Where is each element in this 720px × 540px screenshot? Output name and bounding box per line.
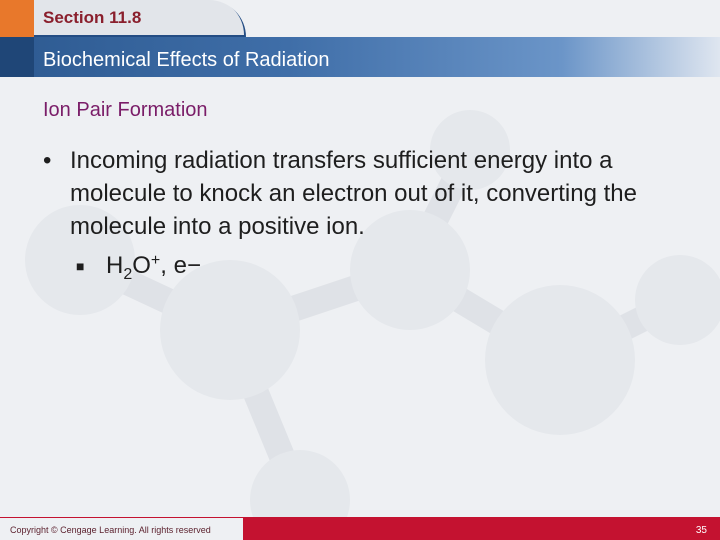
orange-accent-square (0, 0, 34, 37)
bullet-list (43, 144, 663, 284)
formula-subscript: 2 (123, 266, 133, 283)
slide-heading: Biochemical Effects of Radiation (43, 49, 330, 71)
sub-bullet-item (76, 252, 663, 284)
section-label: Section 11.8 (43, 8, 142, 27)
ion-pair-formula (106, 252, 201, 284)
copyright-text: Copyright © Cengage Learning. All rights reserved (10, 525, 211, 535)
formula-h: H (106, 252, 124, 279)
formula-o: O (132, 252, 151, 279)
bullet-item (43, 144, 663, 243)
bullet-text: Incoming radiation transfers sufficient energy into a molecule to knock an electron out of it, converting the molecule into a positive ion. (70, 147, 637, 240)
formula-rest: , e− (160, 252, 201, 279)
bullet-dot-icon: • (43, 147, 52, 174)
page-number: 35 (695, 525, 707, 536)
square-bullet-icon: ■ (76, 258, 85, 274)
formula-superscript: + (150, 252, 161, 269)
slide-subtitle: Ion Pair Formation (43, 99, 208, 121)
